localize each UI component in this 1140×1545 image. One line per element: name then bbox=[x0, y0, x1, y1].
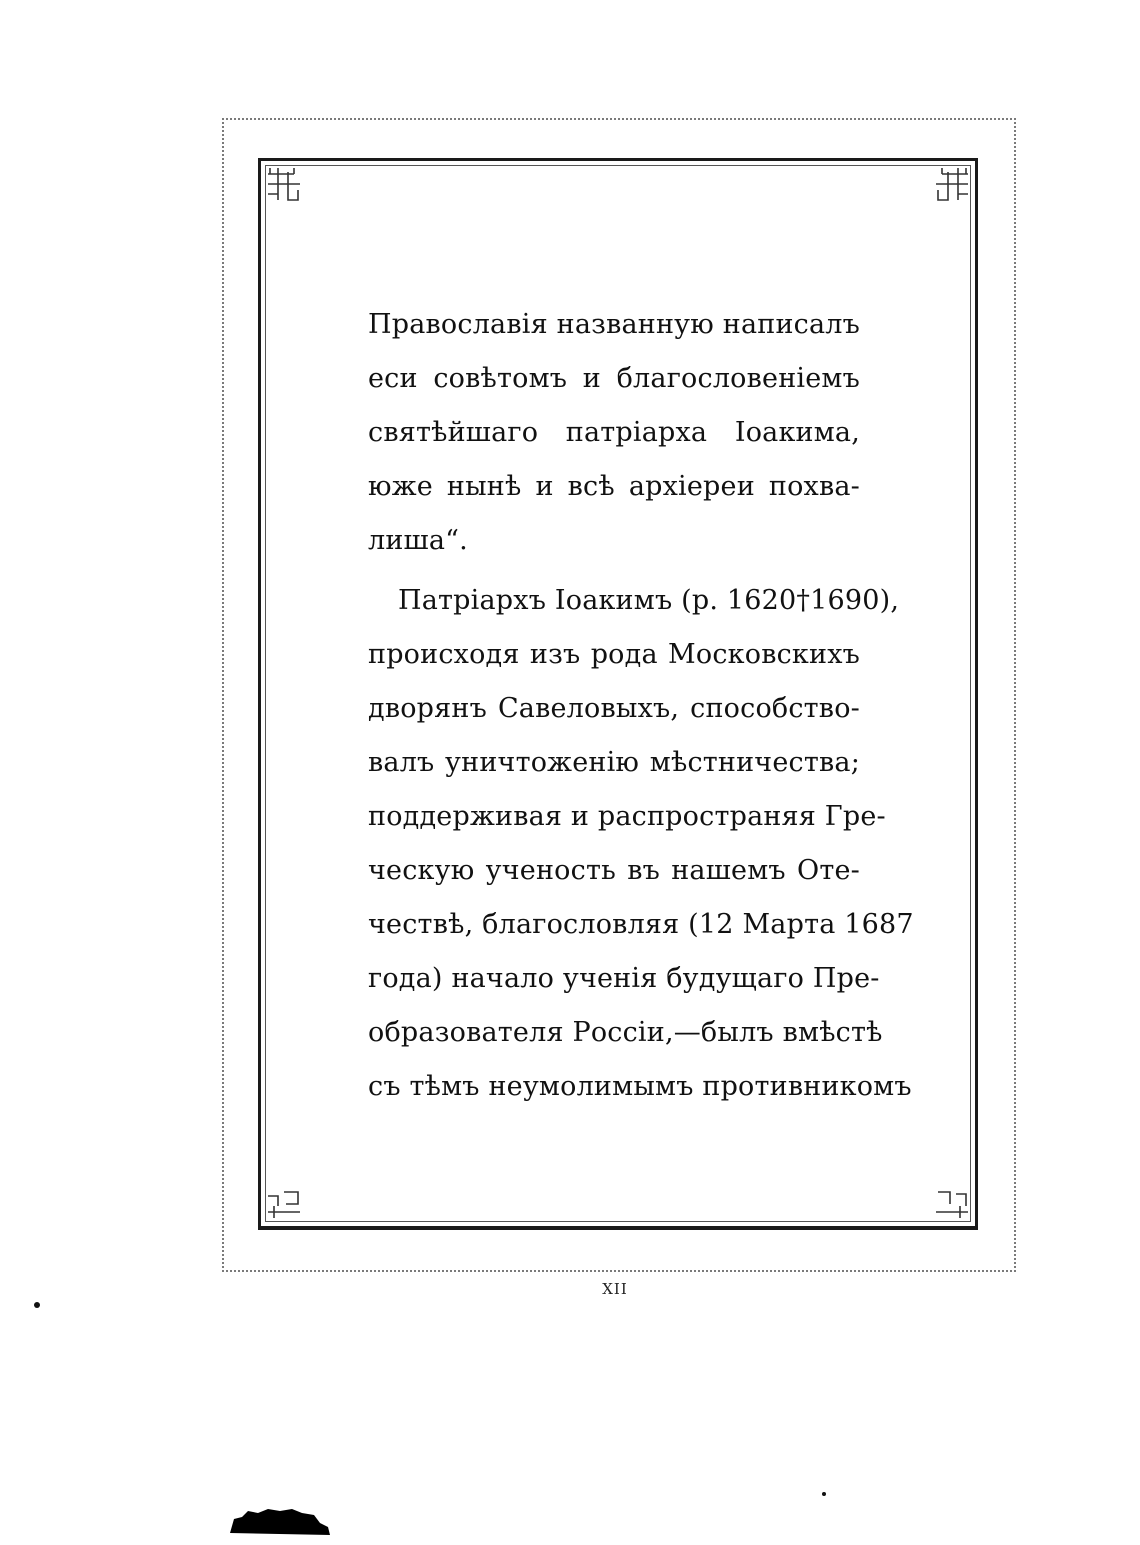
ink-blot-icon bbox=[228, 1505, 332, 1537]
text-line: еси совѣтомъ и благословеніемъ bbox=[368, 363, 860, 394]
page-number: XII bbox=[602, 1280, 628, 1298]
text-line: лиша“. bbox=[368, 525, 468, 556]
text-line: валъ уничтоженію мѣстничества; bbox=[368, 747, 860, 778]
text-line: дворянъ Савеловыхъ, способство- bbox=[368, 693, 860, 724]
text-line: образователя Россіи,—былъ вмѣстѣ bbox=[368, 1017, 883, 1048]
text-line: Патріархъ Іоакимъ (р. 1620†1690), bbox=[398, 585, 900, 616]
corner-ornament-top-right-icon bbox=[932, 164, 972, 204]
ink-speck bbox=[822, 1492, 826, 1496]
text-line: Православія названную написалъ bbox=[368, 309, 860, 340]
text-line: юже нынѣ и всѣ архіереи похва- bbox=[368, 471, 860, 502]
paragraph-continued bbox=[368, 298, 860, 568]
ink-speck bbox=[34, 1302, 40, 1308]
corner-ornament-bottom-left-icon bbox=[264, 1184, 304, 1224]
corner-ornament-top-left-icon bbox=[264, 164, 304, 204]
text-line: святѣйшаго патріарха Іоакима, bbox=[368, 417, 860, 448]
text-line: года) начало ученія будущаго Пре- bbox=[368, 963, 880, 994]
paragraph-patriarch bbox=[368, 574, 914, 1114]
text-line: чествѣ, благословляя (12 Марта 1687 bbox=[368, 909, 914, 940]
text-line: ческую ученость въ нашемъ Оте- bbox=[368, 855, 860, 886]
corner-ornament-bottom-right-icon bbox=[932, 1184, 972, 1224]
page-text bbox=[368, 298, 914, 1114]
text-line: съ тѣмъ неумолимымъ противникомъ bbox=[368, 1071, 912, 1102]
text-line: происходя изъ рода Московскихъ bbox=[368, 639, 860, 670]
text-line: поддерживая и распространяя Гре- bbox=[368, 801, 886, 832]
